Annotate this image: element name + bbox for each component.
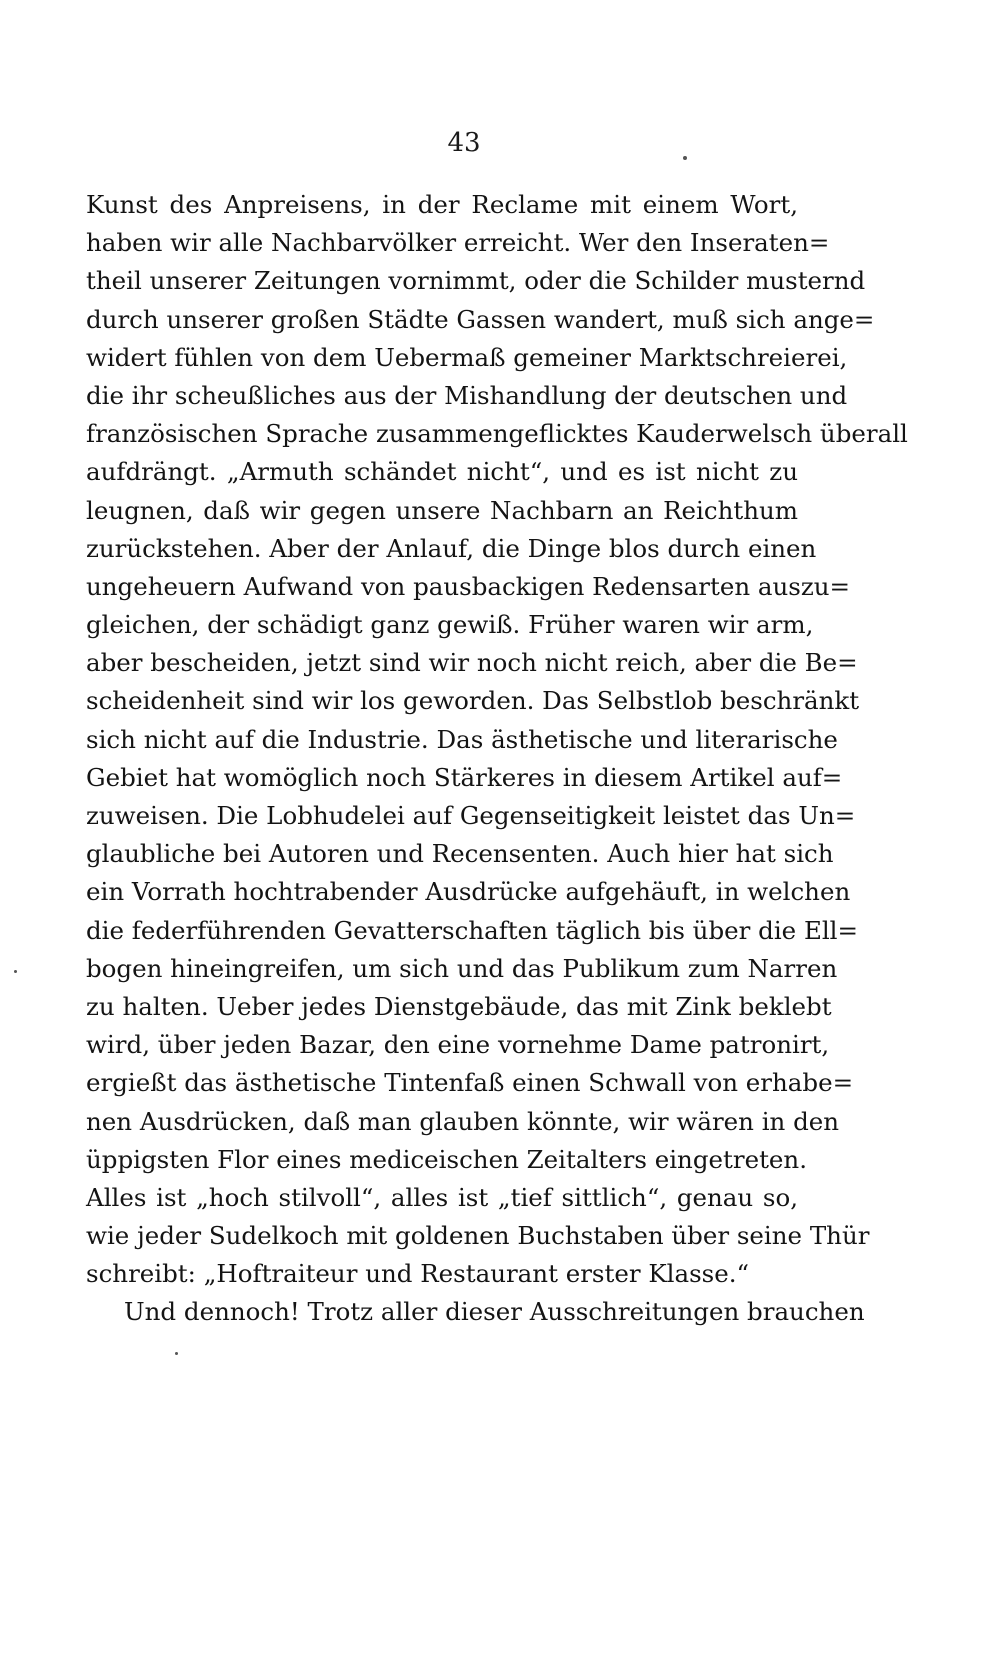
text-line: widert fühlen von dem Uebermaß gemeiner Marktschreierei, [86,342,848,372]
text-line: theil unserer Zeitungen vornimmt, oder die Schilder musternd [86,266,866,296]
text-line: nen Ausdrücken, daß man glauben könnte, wir wären in den [86,1106,840,1136]
text-line: die ihr scheußliches aus der Mishandlung der deutschen und [86,380,848,410]
paragraph-start-line: Und dennoch! Trotz aller dieser Ausschreitungen brauchen [124,1297,865,1327]
print-speck [14,970,17,973]
text-line: schreibt: „Hoftraiteur und Restaurant erster Klasse.“ [86,1259,750,1289]
text-line: Kunst des Anpreisens, in der Reclame mit einem Wort, [86,190,798,219]
text-line: die federführenden Gevatterschaften täglich bis über die Ell= [86,915,859,945]
text-line: aufdrängt. „Armuth schändet nicht“, und es ist nicht zu [86,457,798,487]
text-line: ein Vorrath hochtrabender Ausdrücke aufgehäuft, in welchen [86,877,851,907]
text-line: glaubliche bei Autoren und Recensenten. Auch hier hat sich [86,839,834,869]
text-line: sich nicht auf die Industrie. Das ästhetische und literarische [86,724,838,754]
text-line: haben wir alle Nachbarvölker erreicht. Wer den Inseraten= [86,228,830,258]
text-line: zuweisen. Die Lobhudelei auf Gegenseitigkeit leistet das Un= [86,801,856,830]
text-line: ungeheuern Aufwand von pausbackigen Redensarten auszu= [86,571,851,601]
text-line: leugnen, daß wir gegen unsere Nachbarn an Reichthum [86,495,798,525]
text-line: französischen Sprache zusammengeflicktes Kauderwelsch überall [86,419,908,449]
print-speck [175,1352,178,1355]
text-line: gleichen, der schädigt ganz gewiß. Früher waren wir arm, [86,610,814,640]
page-number: 43 [447,128,481,158]
print-speck [683,156,687,160]
text-line: zurückstehen. Aber der Anlauf, die Dinge blos durch einen [86,533,817,563]
text-line: Alles ist „hoch stilvoll“, alles ist „tief sittlich“, genau so, [86,1182,798,1212]
text-line: ergießt das ästhetische Tintenfaß einen Schwall von erhabe= [86,1068,854,1098]
text-line: aber bescheiden, jetzt sind wir noch nicht reich, aber die Be= [86,648,858,678]
body-text [86,186,908,1332]
text-line: durch unserer großen Städte Gassen wandert, muß sich ange= [86,304,875,334]
text-line: scheidenheit sind wir los geworden. Das Selbstlob beschränkt [86,686,860,716]
text-line: Gebiet hat womöglich noch Stärkeres in diesem Artikel auf= [86,762,843,792]
text-line: zu halten. Ueber jedes Dienstgebäude, das mit Zink beklebt [86,991,832,1021]
text-line: üppigsten Flor eines mediceischen Zeitalters eingetreten. [86,1144,807,1174]
text-line: wie jeder Sudelkoch mit goldenen Buchstaben über seine Thür [86,1221,870,1251]
text-line: bogen hineingreifen, um sich und das Publikum zum Narren [86,953,838,983]
text-line: wird, über jeden Bazar, den eine vornehme Dame patronirt, [86,1030,830,1060]
